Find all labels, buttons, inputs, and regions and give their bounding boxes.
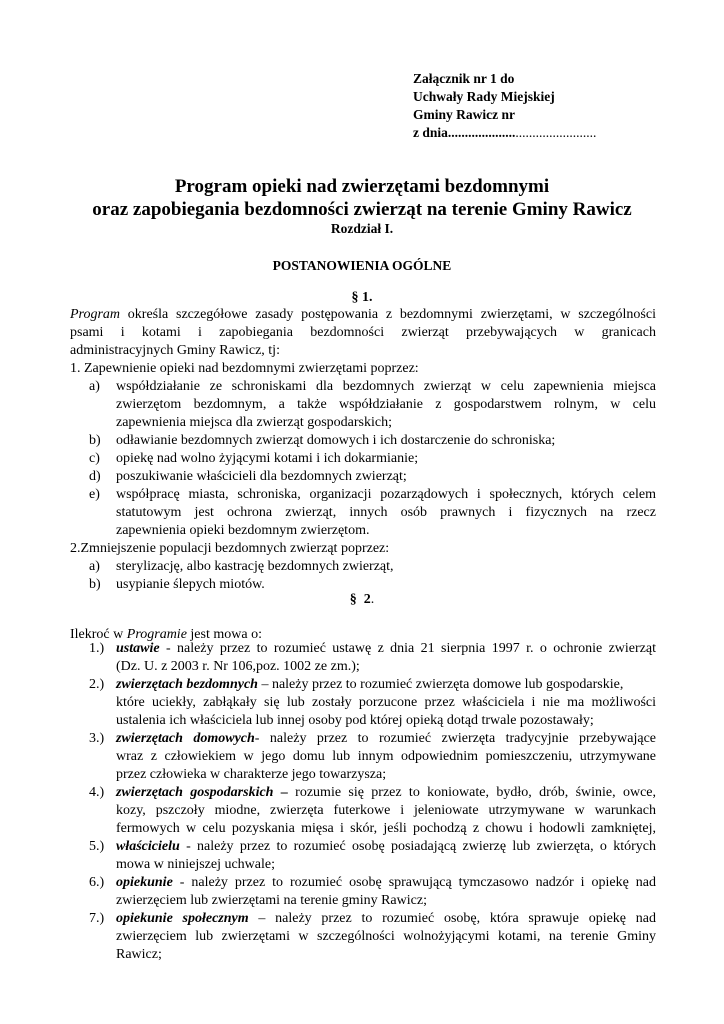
par1-intro-line-2: psami i kotami i zapobiegania bezdomności zwierząt przebywających w granicach [70,325,656,340]
document-title-line-2: oraz zapobiegania bezdomności zwierząt na terenie Gminy Rawicz [92,199,632,220]
def-2-term: zwierzętach bezdomnych [116,677,258,692]
def-2-marker: 2.) [89,677,105,692]
attachment-line-4 [413,124,596,142]
def-7-term: opiekunie społecznym [116,911,249,926]
par1-intro-text-1: określa szczegółowe zasady postępowania z bezdomnymi zwierzętami, w szczególności [120,307,656,322]
paragraph-dot: . [370,592,375,607]
def-7-line-1 [116,910,656,928]
item-e-line-2: statutowym jest ochrona zwierząt, innych osób prawnych i fizycznych na rzecz [116,505,656,520]
par1-point-1: 1. Zapewnienie opieki nad bezdomnymi zwierzętami poprzez: [70,361,419,376]
def-1-text-1: - należy przez to rozumieć ustawę z dnia 21 sierpnia 1997 r. o ochronie zwierząt [159,641,656,656]
def-4-line-3: fermowych w celu pozyskania mięsa i skór, jeśli pochodzą z chowu i hodowli zamkniętej, [116,821,656,836]
def-1-line-1 [116,640,656,658]
def-5-line-1 [116,838,656,856]
def-5-term: właścicielu [116,839,180,854]
par2-intro-c: jest mowa o: [186,627,262,642]
par1-point-2: 2.Zmniejszenie populacji bezdomnych zwierząt poprzez: [70,541,390,556]
attachment-date-label: z dnia [413,125,448,140]
def-2-line-3: ustalenia ich właściciela lub innej osoby pod której opieką dotąd trwale pozostawały; [116,713,594,728]
paragraph-number: 2 [363,592,371,607]
def-6-line-1 [116,874,656,892]
item-a-marker: a) [89,379,100,394]
item-c-marker: c) [89,451,100,466]
def-7-text-1: – należy przez to rozumieć osobę, która sprawuje opiekę nad [248,911,656,926]
def-2-text-1: – należy przez to rozumieć zwierzęta domowe lub gospodarskie, [257,677,624,692]
def-3-line-2: wraz z człowiekiem w jego domu lub innym odpowiednim pomieszczeniu, utrzymywane [116,749,656,764]
def-3-line-3: przez człowieka w charakterze jego towarzysza; [116,767,387,782]
item-d-marker: d) [89,469,101,484]
def-4-marker: 4.) [89,785,105,800]
attachment-line-2: Uchwały Rady Miejskiej [413,89,555,104]
def-2-line-1 [116,676,623,694]
document-title-line-1: Program opieki nad zwierzętami bezdomnymi [174,176,550,197]
attachment-note [413,70,596,142]
def-2-line-2: które uciekły, zabłąkały się lub zostały porzucone przez właściciela i nie ma możliwości [116,695,656,710]
def-1-term: ustawie [116,641,160,656]
def-5-marker: 5.) [89,839,105,854]
def-4-text-1: rozumie się przez to koniowate, bydło, drób, świnie, owce, [287,785,657,800]
chapter-heading: Rozdział I. [330,221,394,236]
par1-intro-line-3: administracyjnych Gminy Rawicz, tj: [70,343,280,358]
attachment-line-1: Załącznik nr 1 do [413,71,515,86]
def-4-term: zwierzętach gospodarskich – [116,785,288,800]
def-1-marker: 1.) [89,641,105,656]
par2-intro-a: Ilekroć w [70,627,127,642]
paragraph-2-heading [0,591,724,609]
attachment-line-3: Gminy Rawicz nr [413,107,515,122]
def-6-text-1: - należy przez to rozumieć osobę sprawującą tymczasowo nadzór i opiekę nad [172,875,656,890]
item-2a-marker: a) [89,559,100,574]
def-3-marker: 3.) [89,731,105,746]
def-3-text-1: - należy przez to rozumieć zwierzęta tradycyjnie przebywające [254,731,656,746]
def-4-line-1 [116,784,656,802]
attachment-date-dots-bold: .................... [447,125,516,140]
item-e-marker: e) [89,487,100,502]
item-e-line-3: zapewnienia opieki bezdomnym zwierzętom. [116,523,370,538]
section-heading: POSTANOWIENIA OGÓLNE [272,258,452,273]
def-6-marker: 6.) [89,875,105,890]
paragraph-sign: § [349,592,357,607]
def-3-term: zwierzętach domowych [116,731,255,746]
paragraph-1-heading: § 1. [351,290,373,305]
item-a-line-1: współdziałanie ze schroniskami dla bezdomnych zwierząt w celu zapewnienia miejsca [116,379,656,394]
item-2a-line-1: sterylizację, albo kastrację bezdomnych zwierząt, [116,559,394,574]
item-2b-line-1: usypianie ślepych miotów. [116,577,265,592]
item-d-line-1: poszukiwanie właścicieli dla bezdomnych zwierząt; [116,469,407,484]
def-6-term: opiekunie [116,875,173,890]
item-a-line-2: zwierzętom bezdomnym, a także współdziałanie z gospodarstwem rolnym, w celu [116,397,656,412]
item-2b-marker: b) [89,577,101,592]
par2-intro-program: Programie [126,627,187,642]
def-6-line-2: zwierzęciem lub zwierzętami na terenie gminy Rawicz; [116,893,427,908]
def-5-text-1: - należy przez to rozumieć osobę posiadającą zwierzę lub zwierzęta, o których [179,839,656,854]
item-c-line-1: opiekę nad wolno żyjącymi kotami i ich dokarmianie; [116,451,419,466]
item-e-line-1: współpracę miasta, schroniska, organizacji pozarządowych i społecznych, których celem [116,487,656,502]
par1-intro-line-1 [70,306,656,324]
def-7-line-3: Rawicz; [116,947,162,962]
item-b-marker: b) [89,433,101,448]
attachment-date-dots: ........................ [515,125,597,140]
def-5-line-2: mowa w niniejszej uchwale; [116,857,276,872]
item-a-line-3: zapewnienia miejsca dla zwierząt gospodarskich; [116,415,392,430]
program-term: Program [70,307,121,322]
def-1-line-2: (Dz. U. z 2003 r. Nr 106,poz. 1002 ze zm.); [116,659,360,674]
def-4-line-2: kozy, pszczoły miodne, zwierzęta futerkowe i jeleniowate utrzymywane w warunkach [116,803,656,818]
def-7-line-2: zwierzęciem lub zwierzętami w szczególności wolnożyjącymi kotami, na terenie Gminy [116,929,656,944]
item-b-line-1: odławianie bezdomnych zwierząt domowych i ich dostarczenie do schroniska; [116,433,556,448]
def-7-marker: 7.) [89,911,105,926]
def-3-line-1 [116,730,656,748]
